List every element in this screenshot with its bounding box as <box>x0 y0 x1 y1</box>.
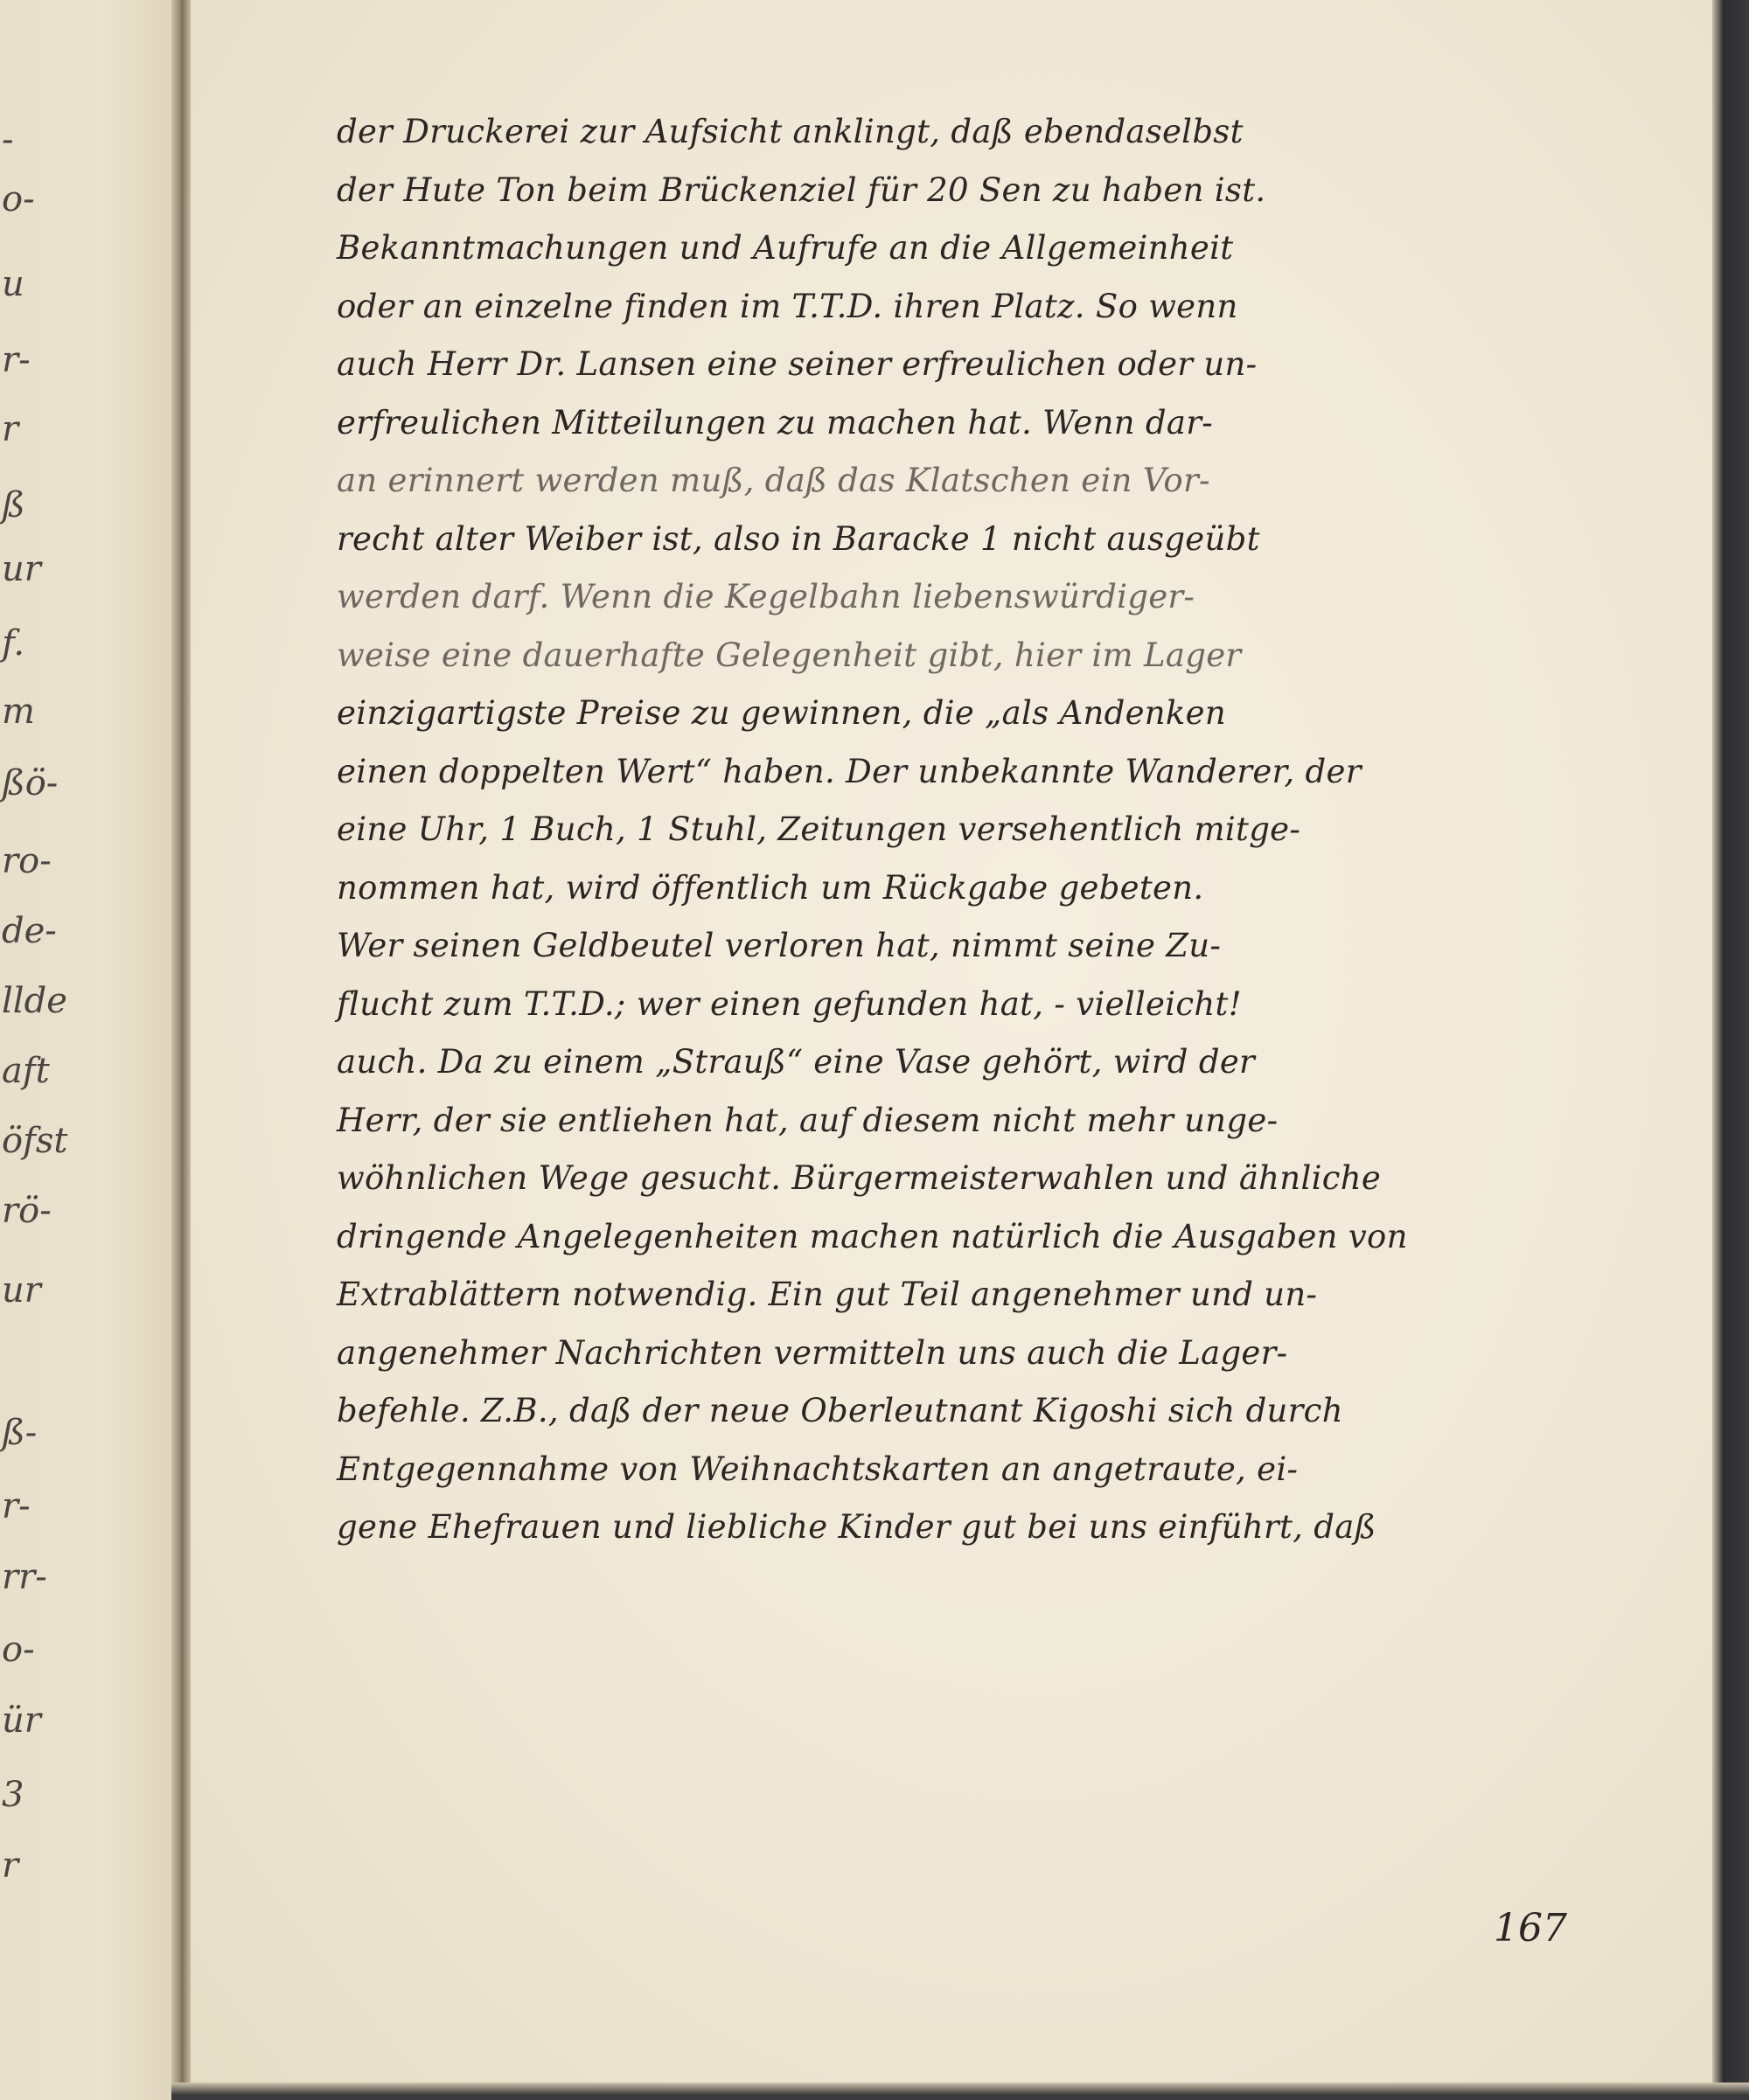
text-line: flucht zum T.T.D.; wer einen gefunden hat, - vielleicht! <box>337 984 1242 1023</box>
left-fragment: m <box>2 692 35 732</box>
left-fragment: u <box>2 264 24 304</box>
left-fragment: f. <box>2 623 25 664</box>
text-line: Wer seinen Geldbeutel verloren hat, nimmt seine Zu- <box>337 927 1222 964</box>
text-line: auch. Da zu einem „Strauß“ eine Vase gehört, wird der <box>337 1043 1256 1081</box>
left-fragment: o- <box>2 1630 35 1670</box>
text-line: angenehmer Nachrichten vermitteln uns auch die Lager- <box>337 1333 1288 1372</box>
text-line: befehle. Z.B., daß der neue Oberleutnant Kigoshi sich durch <box>337 1392 1343 1429</box>
text-line: an erinnert werden muß, daß das Klatschen ein Vor- <box>337 462 1210 499</box>
text-line: recht alter Weiber ist, also in Baracke 1 nicht ausgeübt <box>337 519 1260 558</box>
left-fragment: r <box>2 409 19 449</box>
text-line: weise eine dauerhafte Gelegenheit gibt, hier im Lager <box>337 636 1242 674</box>
text-line: einzigartigste Preise zu gewinnen, die „als Andenken <box>337 694 1226 732</box>
left-fragment: ro- <box>2 841 52 881</box>
text-line: einen doppelten Wert“ haben. Der unbekannte Wanderer, der <box>337 752 1362 790</box>
text-line: Bekanntmachungen und Aufrufe an die Allgemeinheit <box>337 229 1234 267</box>
left-fragment: ß <box>2 485 25 525</box>
text-line: nommen hat, wird öffentlich um Rückgabe gebeten. <box>337 868 1204 907</box>
left-fragment: de- <box>2 911 57 951</box>
left-fragment: r- <box>2 1486 31 1526</box>
left-fragment: r <box>2 1846 19 1886</box>
text-line: oder an einzelne finden im T.T.D. ihren Platz. So wenn <box>337 287 1238 325</box>
left-fragment: llde <box>2 981 67 1021</box>
left-fragment: rr- <box>2 1557 47 1597</box>
text-line: eine Uhr, 1 Buch, 1 Stuhl, Zeitungen versehentlich mitge- <box>337 810 1301 848</box>
left-fragment: r- <box>2 340 31 380</box>
left-fragment: o- <box>2 179 35 219</box>
left-fragment: aft <box>2 1051 50 1091</box>
text-line: dringende Angelegenheiten machen natürlich die Ausgaben von <box>337 1217 1408 1255</box>
left-fragment: ß- <box>2 1413 38 1453</box>
text-line: erfreulichen Mitteilungen zu machen hat. Wenn dar- <box>337 403 1214 442</box>
page-edge-right <box>1712 0 1749 2100</box>
left-fragment: öfst <box>2 1121 68 1161</box>
text-line: Herr, der sie entliehen hat, auf diesem nicht mehr unge- <box>337 1101 1279 1139</box>
left-fragment: ur <box>2 1270 41 1311</box>
text-line: gene Ehefrauen und liebliche Kinder gut bei uns einführt, daß <box>337 1508 1376 1546</box>
left-fragment: rö- <box>2 1191 52 1231</box>
left-fragment: - <box>2 120 14 160</box>
text-line: Extrablättern notwendig. Ein gut Teil angenehmer und un- <box>337 1276 1318 1313</box>
left-fragment: ur <box>2 549 41 589</box>
text-line: Entgegennahme von Weihnachtskarten an angetraute, ei- <box>337 1450 1299 1488</box>
page-number: 167 <box>1494 1906 1567 1950</box>
handwritten-text-block <box>337 103 1552 1557</box>
text-line: der Hute Ton beim Brückenziel für 20 Sen zu haben ist. <box>337 170 1266 209</box>
left-fragment: ßö- <box>2 763 59 803</box>
left-fragment: ür <box>2 1700 41 1741</box>
text-line: der Druckerei zur Aufsicht anklingt, daß ebendaselbst <box>337 113 1244 150</box>
text-line: wöhnlichen Wege gesucht. Bürgermeisterwahlen und ähnliche <box>337 1159 1382 1197</box>
left-fragment: 3 <box>2 1775 24 1815</box>
text-line: werden darf. Wenn die Kegelbahn liebenswürdiger- <box>337 578 1195 615</box>
text-line: auch Herr Dr. Lansen eine seiner erfreulichen oder un- <box>337 345 1258 383</box>
binding-gutter <box>171 0 191 2100</box>
page-edge-bottom <box>171 2083 1749 2100</box>
previous-page-strip <box>0 0 171 2100</box>
